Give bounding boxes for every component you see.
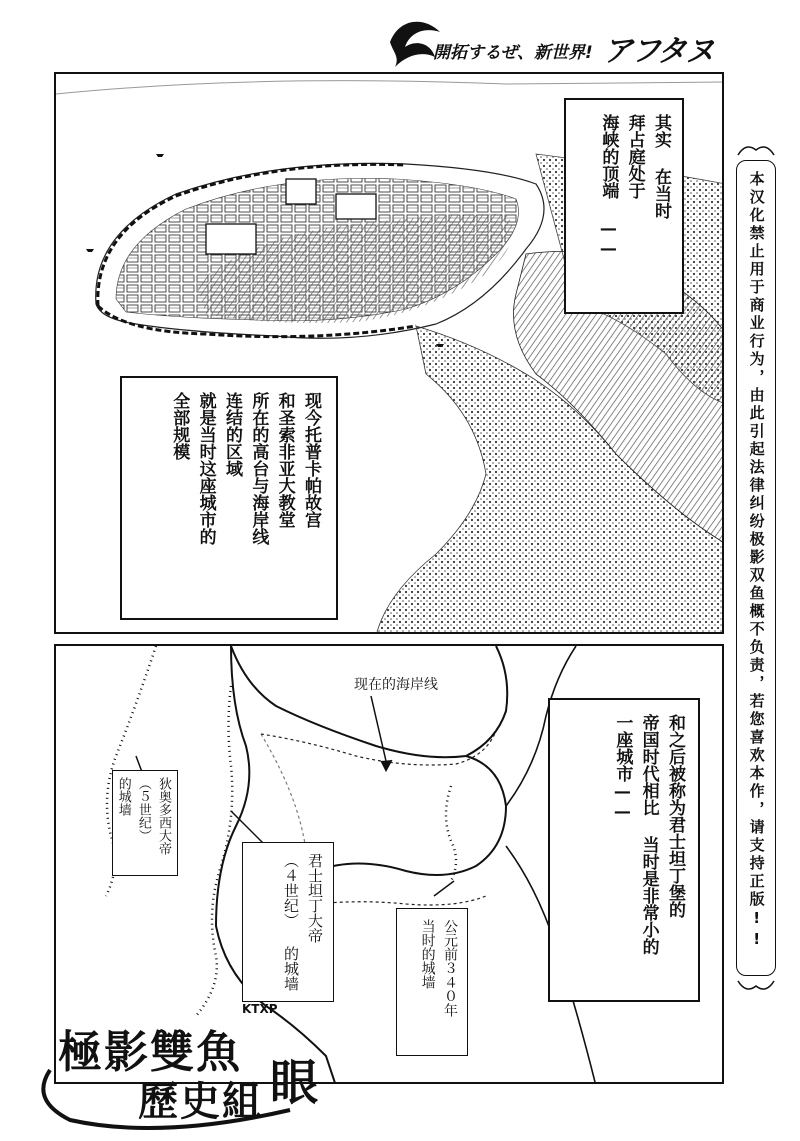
label-col: 君士坦丁大帝 xyxy=(306,853,324,943)
narration-col: —— xyxy=(598,219,619,259)
narration-col: 就是当时这座城市的 xyxy=(195,392,216,545)
header-slogan: 開拓するぜ、新世界! xyxy=(433,43,593,63)
narration-col: 和之后被称为君士坦丁堡的 xyxy=(665,714,685,918)
label-col: （５世纪） xyxy=(135,777,151,842)
notice-text: 本汉化禁止用于商业行为，由此引起法律纠纷极影双鱼概不负责，若您喜欢本作，请支持正版!! xyxy=(747,171,766,951)
narration-col: 海峡的顶端 xyxy=(598,114,619,199)
coastline-label: 现在的海岸线 xyxy=(354,677,438,693)
narration-col: 帝国时代相比 当时是非常小的 xyxy=(638,714,659,955)
translation-notice xyxy=(736,160,776,976)
ornament-bottom-icon xyxy=(736,976,776,996)
panel-top-city-view xyxy=(54,72,724,634)
label-340bc-wall xyxy=(396,908,468,1056)
label-theodosian-wall xyxy=(112,770,178,876)
credit-logo-line1: 極影雙魚 xyxy=(58,1027,242,1078)
label-constantine-wall xyxy=(242,842,334,1002)
label-col: 狄奥多西大帝 xyxy=(156,777,171,855)
narration-box-city-extent xyxy=(120,376,338,620)
label-col: 的城墙 xyxy=(282,946,300,991)
narration-col: 和圣索非亚大教堂 xyxy=(274,392,295,528)
narration-col: 连结的区域 xyxy=(221,392,242,477)
narration-box-strait xyxy=(564,98,684,314)
magazine-logo: アフタヌ xyxy=(603,34,713,69)
label-col: 的城墙 xyxy=(115,777,131,816)
label-col: 当时的城墙 xyxy=(419,919,436,989)
credit-logo-eye: 眼 xyxy=(270,1055,319,1111)
credit-logo-line2: 歷史組 xyxy=(138,1078,264,1125)
narration-col: 拜占庭处于 xyxy=(624,114,645,199)
credit-tag: KTXP xyxy=(242,1002,278,1016)
header-banner xyxy=(385,12,725,70)
narration-col: 现今托普卡帕故宫 xyxy=(301,392,321,528)
narration-box-small-city xyxy=(548,698,700,1002)
ornament-top-icon xyxy=(736,140,776,160)
narration-col: 所在的高台与海岸线 xyxy=(248,392,269,545)
label-col: 公元前３４０年 xyxy=(442,919,458,1017)
label-col: （４世纪） xyxy=(282,853,300,928)
narration-col: 一座城市—— xyxy=(612,714,633,822)
narration-col: 全部规模 xyxy=(169,392,190,460)
narration-col: 其实 在当时 xyxy=(651,114,671,219)
scanlation-credit xyxy=(20,1000,320,1135)
